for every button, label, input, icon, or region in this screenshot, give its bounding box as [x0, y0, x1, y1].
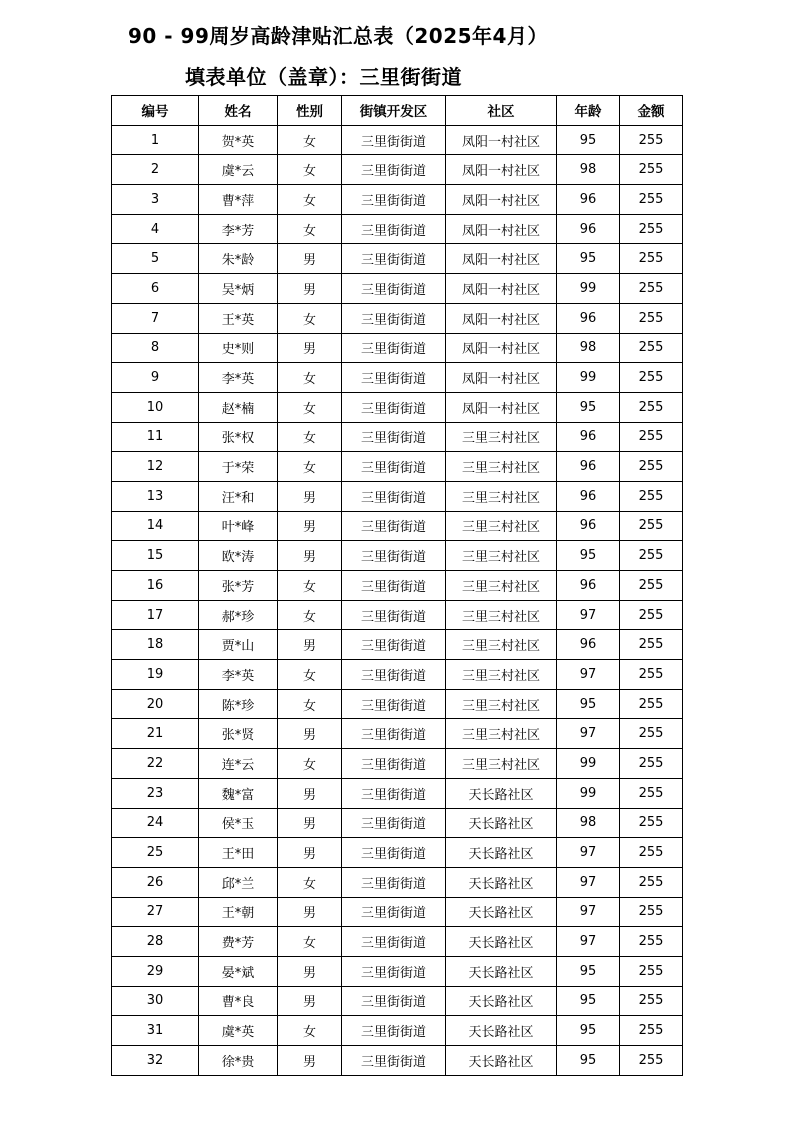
- cell-name: 徐*贵: [199, 1046, 278, 1076]
- cell-community: 天长路社区: [446, 986, 557, 1016]
- cell-community: 三里三村社区: [446, 660, 557, 690]
- table-row: [112, 422, 683, 452]
- cell-community: 凤阳一村社区: [446, 125, 557, 155]
- cell-subdistrict: 三里街街道: [342, 511, 446, 541]
- table-row: [112, 838, 683, 868]
- cell-subdistrict: 三里街街道: [342, 571, 446, 601]
- cell-age: 95: [557, 1016, 620, 1046]
- cell-name: 张*芳: [199, 571, 278, 601]
- cell-gender: 女: [278, 927, 342, 957]
- cell-community: 三里三村社区: [446, 511, 557, 541]
- cell-gender: 女: [278, 600, 342, 630]
- cell-community: 凤阳一村社区: [446, 303, 557, 333]
- cell-id: 11: [112, 422, 199, 452]
- cell-age: 97: [557, 719, 620, 749]
- cell-subdistrict: 三里街街道: [342, 274, 446, 304]
- cell-id: 4: [112, 214, 199, 244]
- cell-name: 史*则: [199, 333, 278, 363]
- allowance-table: [111, 95, 683, 1076]
- cell-gender: 男: [278, 630, 342, 660]
- cell-age: 95: [557, 986, 620, 1016]
- cell-gender: 女: [278, 452, 342, 482]
- cell-amount: 255: [620, 481, 683, 511]
- table-row: [112, 897, 683, 927]
- table-row: [112, 274, 683, 304]
- cell-community: 凤阳一村社区: [446, 274, 557, 304]
- cell-subdistrict: 三里街街道: [342, 125, 446, 155]
- table-row: [112, 125, 683, 155]
- cell-gender: 女: [278, 214, 342, 244]
- table-header-row: [112, 96, 683, 126]
- cell-age: 95: [557, 956, 620, 986]
- cell-amount: 255: [620, 274, 683, 304]
- header-subdistrict: 街镇开发区: [342, 96, 446, 126]
- cell-subdistrict: 三里街街道: [342, 452, 446, 482]
- cell-age: 95: [557, 244, 620, 274]
- cell-id: 19: [112, 660, 199, 690]
- cell-age: 96: [557, 511, 620, 541]
- cell-id: 7: [112, 303, 199, 333]
- cell-name: 虞*云: [199, 155, 278, 185]
- cell-gender: 男: [278, 956, 342, 986]
- cell-name: 王*英: [199, 303, 278, 333]
- cell-gender: 女: [278, 303, 342, 333]
- cell-subdistrict: 三里街街道: [342, 392, 446, 422]
- cell-subdistrict: 三里街街道: [342, 838, 446, 868]
- cell-name: 朱*龄: [199, 244, 278, 274]
- cell-gender: 男: [278, 1046, 342, 1076]
- cell-amount: 255: [620, 541, 683, 571]
- cell-amount: 255: [620, 422, 683, 452]
- cell-id: 26: [112, 867, 199, 897]
- table-row: [112, 244, 683, 274]
- cell-community: 凤阳一村社区: [446, 155, 557, 185]
- cell-name: 晏*斌: [199, 956, 278, 986]
- table-row: [112, 630, 683, 660]
- cell-subdistrict: 三里街街道: [342, 1016, 446, 1046]
- cell-gender: 女: [278, 571, 342, 601]
- cell-subdistrict: 三里街街道: [342, 214, 446, 244]
- cell-amount: 255: [620, 927, 683, 957]
- cell-amount: 255: [620, 808, 683, 838]
- cell-subdistrict: 三里街街道: [342, 363, 446, 393]
- cell-community: 天长路社区: [446, 1046, 557, 1076]
- cell-gender: 女: [278, 125, 342, 155]
- cell-gender: 女: [278, 155, 342, 185]
- cell-community: 三里三村社区: [446, 481, 557, 511]
- cell-name: 贺*英: [199, 125, 278, 155]
- cell-gender: 男: [278, 274, 342, 304]
- table-row: [112, 185, 683, 215]
- cell-amount: 255: [620, 867, 683, 897]
- cell-gender: 女: [278, 1016, 342, 1046]
- cell-age: 95: [557, 689, 620, 719]
- cell-name: 虞*英: [199, 1016, 278, 1046]
- cell-amount: 255: [620, 630, 683, 660]
- cell-id: 8: [112, 333, 199, 363]
- cell-id: 21: [112, 719, 199, 749]
- cell-id: 18: [112, 630, 199, 660]
- header-age: 年龄: [557, 96, 620, 126]
- cell-age: 96: [557, 422, 620, 452]
- table-row: [112, 481, 683, 511]
- table-row: [112, 303, 683, 333]
- cell-name: 郝*珍: [199, 600, 278, 630]
- table-row: [112, 956, 683, 986]
- cell-subdistrict: 三里街街道: [342, 155, 446, 185]
- table-row: [112, 333, 683, 363]
- table-row: [112, 155, 683, 185]
- header-id: 编号: [112, 96, 199, 126]
- cell-age: 96: [557, 630, 620, 660]
- cell-name: 魏*富: [199, 778, 278, 808]
- cell-name: 叶*峰: [199, 511, 278, 541]
- table-row: [112, 214, 683, 244]
- cell-amount: 255: [620, 452, 683, 482]
- cell-gender: 女: [278, 867, 342, 897]
- cell-subdistrict: 三里街街道: [342, 481, 446, 511]
- table-row: [112, 541, 683, 571]
- cell-age: 98: [557, 155, 620, 185]
- table-row: [112, 392, 683, 422]
- cell-subdistrict: 三里街街道: [342, 719, 446, 749]
- cell-gender: 女: [278, 422, 342, 452]
- cell-community: 天长路社区: [446, 927, 557, 957]
- cell-amount: 255: [620, 1046, 683, 1076]
- header-community: 社区: [446, 96, 557, 126]
- table-row: [112, 986, 683, 1016]
- cell-subdistrict: 三里街街道: [342, 689, 446, 719]
- cell-subdistrict: 三里街街道: [342, 867, 446, 897]
- cell-name: 陈*珍: [199, 689, 278, 719]
- cell-age: 99: [557, 778, 620, 808]
- document-title: 90 - 99周岁高龄津贴汇总表（2025年4月）: [128, 24, 548, 48]
- cell-gender: 女: [278, 185, 342, 215]
- cell-name: 曹*萍: [199, 185, 278, 215]
- cell-community: 三里三村社区: [446, 749, 557, 779]
- table-row: [112, 749, 683, 779]
- cell-community: 三里三村社区: [446, 422, 557, 452]
- cell-id: 17: [112, 600, 199, 630]
- cell-amount: 255: [620, 838, 683, 868]
- cell-community: 三里三村社区: [446, 452, 557, 482]
- cell-subdistrict: 三里街街道: [342, 986, 446, 1016]
- cell-age: 99: [557, 749, 620, 779]
- cell-id: 24: [112, 808, 199, 838]
- cell-community: 凤阳一村社区: [446, 392, 557, 422]
- cell-subdistrict: 三里街街道: [342, 927, 446, 957]
- cell-id: 15: [112, 541, 199, 571]
- table-row: [112, 660, 683, 690]
- cell-name: 曹*良: [199, 986, 278, 1016]
- cell-community: 天长路社区: [446, 897, 557, 927]
- cell-gender: 男: [278, 897, 342, 927]
- cell-community: 凤阳一村社区: [446, 214, 557, 244]
- cell-id: 25: [112, 838, 199, 868]
- cell-age: 97: [557, 600, 620, 630]
- cell-gender: 女: [278, 392, 342, 422]
- cell-age: 96: [557, 452, 620, 482]
- cell-amount: 255: [620, 719, 683, 749]
- cell-amount: 255: [620, 600, 683, 630]
- cell-amount: 255: [620, 125, 683, 155]
- cell-subdistrict: 三里街街道: [342, 749, 446, 779]
- cell-gender: 女: [278, 689, 342, 719]
- cell-name: 吴*炳: [199, 274, 278, 304]
- cell-name: 王*田: [199, 838, 278, 868]
- cell-age: 95: [557, 541, 620, 571]
- cell-gender: 男: [278, 778, 342, 808]
- cell-id: 3: [112, 185, 199, 215]
- cell-age: 96: [557, 303, 620, 333]
- cell-gender: 男: [278, 838, 342, 868]
- table-row: [112, 689, 683, 719]
- cell-amount: 255: [620, 571, 683, 601]
- cell-age: 98: [557, 808, 620, 838]
- table-row: [112, 363, 683, 393]
- cell-id: 9: [112, 363, 199, 393]
- cell-subdistrict: 三里街街道: [342, 1046, 446, 1076]
- cell-name: 李*英: [199, 660, 278, 690]
- cell-id: 5: [112, 244, 199, 274]
- cell-subdistrict: 三里街街道: [342, 897, 446, 927]
- cell-name: 张*贤: [199, 719, 278, 749]
- cell-amount: 255: [620, 986, 683, 1016]
- cell-name: 李*芳: [199, 214, 278, 244]
- cell-gender: 男: [278, 719, 342, 749]
- cell-community: 天长路社区: [446, 778, 557, 808]
- table-row: [112, 1016, 683, 1046]
- cell-subdistrict: 三里街街道: [342, 541, 446, 571]
- cell-age: 97: [557, 897, 620, 927]
- cell-subdistrict: 三里街街道: [342, 660, 446, 690]
- cell-amount: 255: [620, 303, 683, 333]
- cell-amount: 255: [620, 660, 683, 690]
- cell-community: 三里三村社区: [446, 541, 557, 571]
- cell-community: 三里三村社区: [446, 630, 557, 660]
- cell-amount: 255: [620, 689, 683, 719]
- cell-amount: 255: [620, 363, 683, 393]
- cell-community: 天长路社区: [446, 956, 557, 986]
- cell-id: 23: [112, 778, 199, 808]
- cell-age: 97: [557, 838, 620, 868]
- cell-subdistrict: 三里街街道: [342, 303, 446, 333]
- cell-gender: 男: [278, 481, 342, 511]
- header-gender: 性别: [278, 96, 342, 126]
- cell-gender: 男: [278, 986, 342, 1016]
- cell-age: 99: [557, 274, 620, 304]
- table-row: [112, 867, 683, 897]
- cell-id: 28: [112, 927, 199, 957]
- cell-subdistrict: 三里街街道: [342, 244, 446, 274]
- table-row: [112, 452, 683, 482]
- cell-amount: 255: [620, 897, 683, 927]
- cell-gender: 女: [278, 660, 342, 690]
- cell-gender: 男: [278, 541, 342, 571]
- cell-amount: 255: [620, 214, 683, 244]
- cell-id: 27: [112, 897, 199, 927]
- table-row: [112, 600, 683, 630]
- table-body: [112, 125, 683, 1075]
- cell-age: 99: [557, 363, 620, 393]
- cell-community: 三里三村社区: [446, 689, 557, 719]
- cell-age: 96: [557, 214, 620, 244]
- table-row: [112, 571, 683, 601]
- cell-gender: 女: [278, 749, 342, 779]
- cell-id: 6: [112, 274, 199, 304]
- cell-name: 费*芳: [199, 927, 278, 957]
- cell-id: 31: [112, 1016, 199, 1046]
- cell-age: 96: [557, 481, 620, 511]
- cell-community: 凤阳一村社区: [446, 244, 557, 274]
- cell-id: 30: [112, 986, 199, 1016]
- cell-subdistrict: 三里街街道: [342, 630, 446, 660]
- cell-id: 2: [112, 155, 199, 185]
- cell-name: 邱*兰: [199, 867, 278, 897]
- cell-amount: 255: [620, 1016, 683, 1046]
- cell-name: 贾*山: [199, 630, 278, 660]
- table-row: [112, 927, 683, 957]
- table-row: [112, 808, 683, 838]
- cell-community: 天长路社区: [446, 867, 557, 897]
- cell-age: 96: [557, 571, 620, 601]
- cell-gender: 女: [278, 363, 342, 393]
- cell-amount: 255: [620, 511, 683, 541]
- cell-id: 29: [112, 956, 199, 986]
- cell-gender: 男: [278, 244, 342, 274]
- cell-community: 三里三村社区: [446, 600, 557, 630]
- cell-gender: 男: [278, 333, 342, 363]
- cell-amount: 255: [620, 956, 683, 986]
- cell-age: 95: [557, 392, 620, 422]
- cell-subdistrict: 三里街街道: [342, 185, 446, 215]
- cell-community: 天长路社区: [446, 1016, 557, 1046]
- cell-name: 汪*和: [199, 481, 278, 511]
- cell-subdistrict: 三里街街道: [342, 778, 446, 808]
- cell-community: 天长路社区: [446, 838, 557, 868]
- table-row: [112, 511, 683, 541]
- table-row: [112, 1046, 683, 1076]
- cell-age: 97: [557, 927, 620, 957]
- cell-gender: 男: [278, 511, 342, 541]
- cell-id: 14: [112, 511, 199, 541]
- cell-amount: 255: [620, 333, 683, 363]
- table-row: [112, 719, 683, 749]
- cell-age: 95: [557, 1046, 620, 1076]
- cell-age: 97: [557, 867, 620, 897]
- cell-amount: 255: [620, 155, 683, 185]
- cell-amount: 255: [620, 778, 683, 808]
- cell-community: 三里三村社区: [446, 719, 557, 749]
- cell-age: 96: [557, 185, 620, 215]
- cell-id: 16: [112, 571, 199, 601]
- cell-community: 三里三村社区: [446, 571, 557, 601]
- cell-id: 22: [112, 749, 199, 779]
- cell-community: 凤阳一村社区: [446, 185, 557, 215]
- cell-amount: 255: [620, 749, 683, 779]
- cell-gender: 男: [278, 808, 342, 838]
- cell-name: 李*英: [199, 363, 278, 393]
- cell-amount: 255: [620, 185, 683, 215]
- cell-name: 张*权: [199, 422, 278, 452]
- cell-name: 侯*玉: [199, 808, 278, 838]
- cell-amount: 255: [620, 244, 683, 274]
- cell-name: 连*云: [199, 749, 278, 779]
- cell-name: 欧*涛: [199, 541, 278, 571]
- cell-community: 天长路社区: [446, 808, 557, 838]
- header-amount: 金额: [620, 96, 683, 126]
- cell-id: 10: [112, 392, 199, 422]
- reporting-unit: 填表单位（盖章）：三里街街道: [185, 65, 462, 89]
- cell-id: 12: [112, 452, 199, 482]
- cell-community: 凤阳一村社区: [446, 363, 557, 393]
- cell-subdistrict: 三里街街道: [342, 808, 446, 838]
- cell-subdistrict: 三里街街道: [342, 422, 446, 452]
- cell-id: 32: [112, 1046, 199, 1076]
- cell-name: 王*朝: [199, 897, 278, 927]
- cell-amount: 255: [620, 392, 683, 422]
- cell-id: 20: [112, 689, 199, 719]
- cell-community: 凤阳一村社区: [446, 333, 557, 363]
- table-row: [112, 778, 683, 808]
- cell-name: 赵*楠: [199, 392, 278, 422]
- cell-subdistrict: 三里街街道: [342, 333, 446, 363]
- header-name: 姓名: [199, 96, 278, 126]
- cell-subdistrict: 三里街街道: [342, 600, 446, 630]
- cell-subdistrict: 三里街街道: [342, 956, 446, 986]
- cell-age: 98: [557, 333, 620, 363]
- cell-id: 1: [112, 125, 199, 155]
- cell-age: 97: [557, 660, 620, 690]
- cell-age: 95: [557, 125, 620, 155]
- cell-id: 13: [112, 481, 199, 511]
- cell-name: 于*荣: [199, 452, 278, 482]
